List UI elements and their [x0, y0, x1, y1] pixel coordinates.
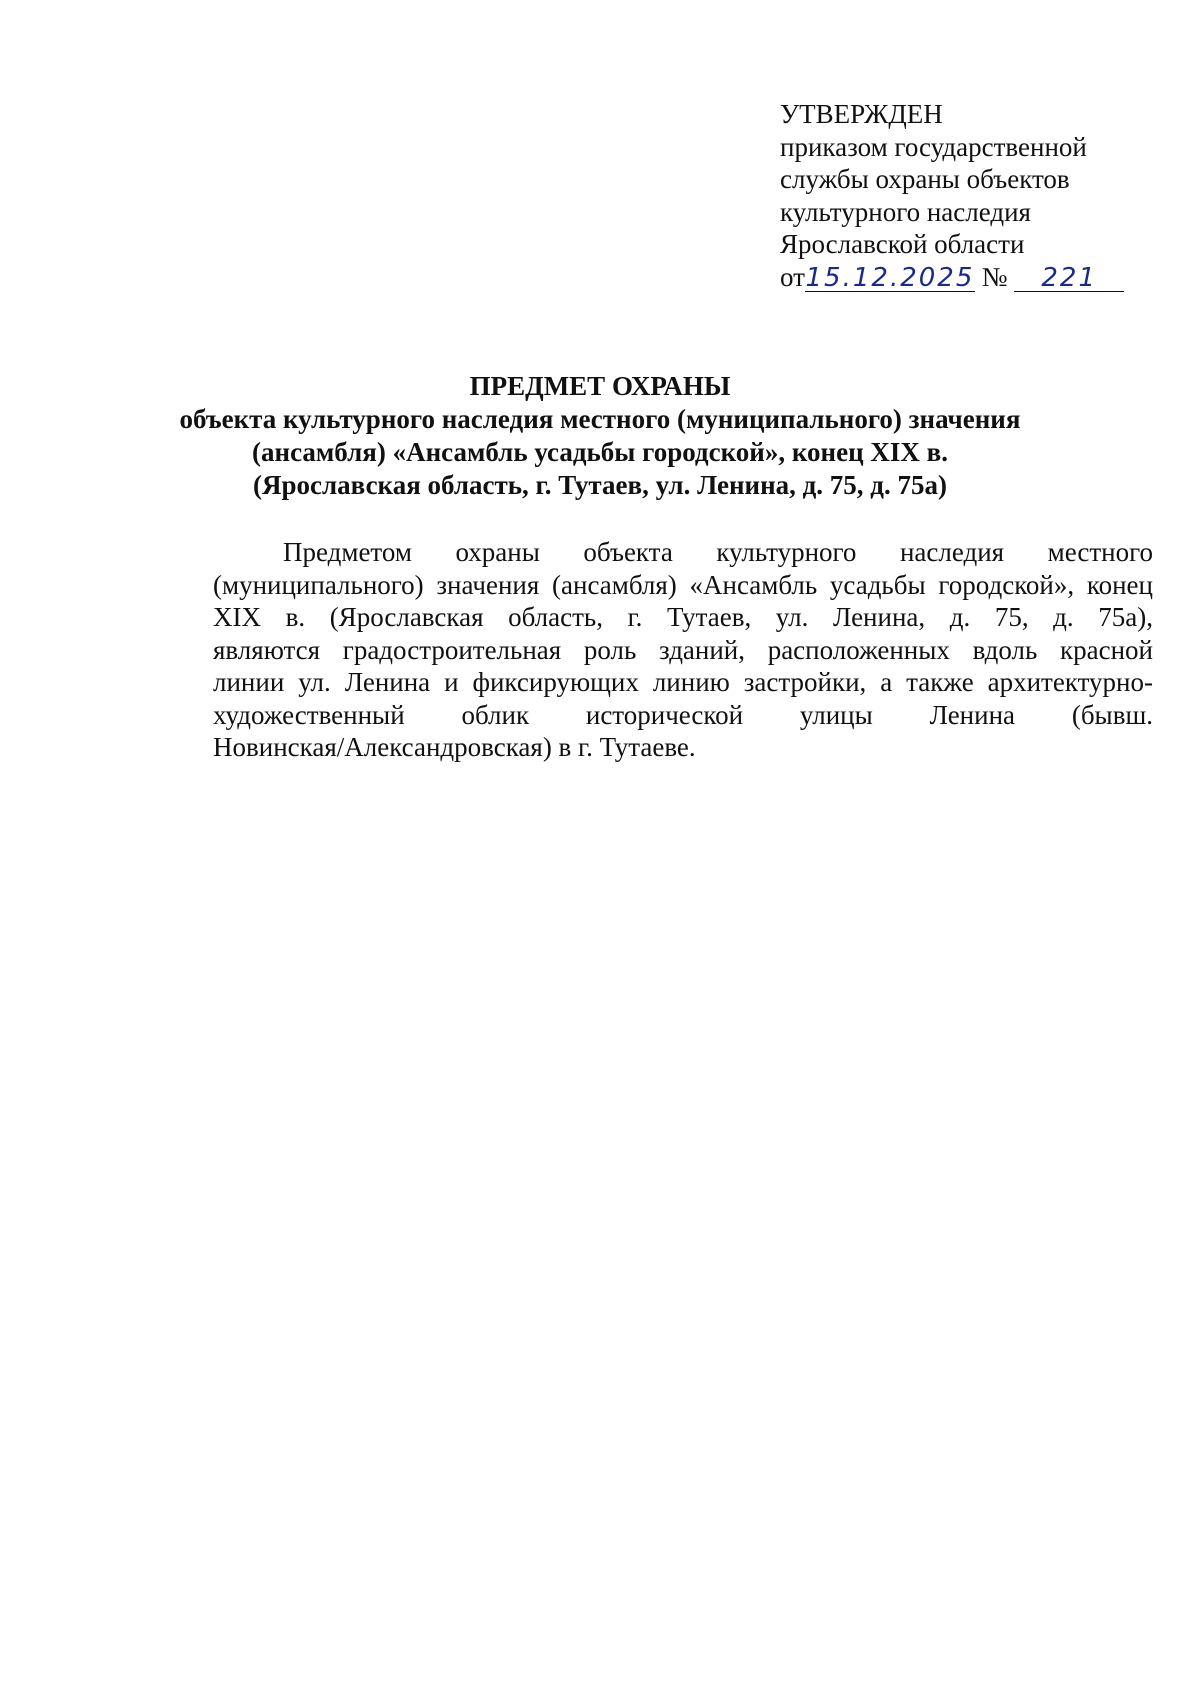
body-paragraph	[213, 536, 1153, 764]
body-line: Предметом охраны объекта культурного наследия местного	[283, 537, 1153, 567]
title-main: ПРЕДМЕТ ОХРАНЫ	[469, 371, 731, 401]
document-title	[0, 370, 1200, 502]
body-line: линии ул. Ленина и фиксирующих линию застройки, а также архитектурно-	[213, 667, 1153, 697]
approval-line: Ярославской области	[780, 229, 1025, 259]
approval-line: приказом государственной	[780, 131, 1087, 162]
body-line: Новинская/Александровская) в г. Тутаеве.	[213, 732, 696, 762]
body-line: являются градостроительная роль зданий, расположенных вдоль красной	[213, 634, 1153, 665]
approval-heading: УТВЕРЖДЕН	[780, 99, 943, 129]
body-line: XIX в. (Ярославская область, г. Тутаев, ул. Ленина, д. 75, д. 75а),	[213, 602, 1153, 632]
number-prefix: №	[981, 261, 1008, 292]
title-line: объекта культурного наследия местного (муниципального) значения	[179, 404, 1021, 434]
body-line: (муниципального) значения (ансамбля) «Ансамбль усадьбы городской», конец	[213, 569, 1153, 600]
title-line: (ансамбля) «Ансамбль усадьбы городской», конец XIX в.	[252, 437, 948, 467]
handwritten-number: 221	[1041, 262, 1098, 293]
approval-line: службы охраны объектов	[780, 164, 1070, 194]
date-prefix: от	[780, 261, 805, 292]
title-line: (Ярославская область, г. Тутаев, ул. Ленина, д. 75, д. 75а)	[253, 470, 947, 500]
handwritten-date: 15.12.2025	[805, 262, 975, 293]
body-line: художественный облик исторической улицы Ленина (бывш.	[213, 699, 1153, 730]
approval-line: культурного наследия	[780, 196, 1031, 227]
approval-block	[780, 98, 1124, 293]
approval-date-line	[780, 261, 1124, 294]
